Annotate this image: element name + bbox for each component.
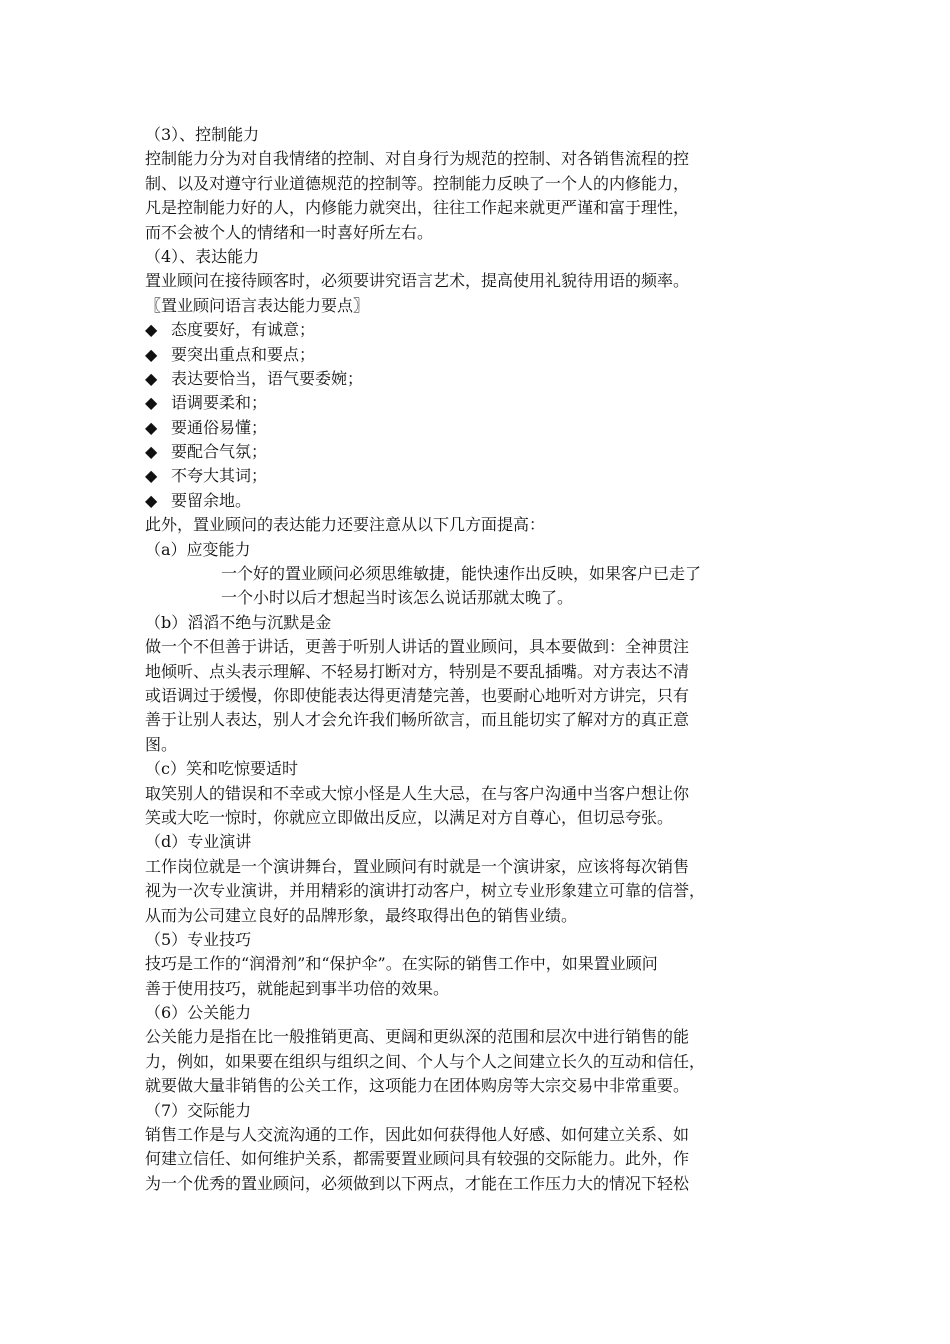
diamond-bullet-icon: ◆ bbox=[145, 490, 158, 510]
paragraph-line: 凡是控制能力好的人，内修能力就突出，往往工作起来就更严谨和富于理性， bbox=[145, 198, 690, 218]
paragraph-line: 为一个优秀的置业顾问，必须做到以下两点，才能在工作压力大的情况下轻松 bbox=[145, 1173, 690, 1193]
paragraph-line: 而不会被个人的情绪和一时喜好所左右。 bbox=[145, 222, 434, 242]
diamond-bullet-icon: ◆ bbox=[145, 417, 158, 437]
bullet-text: 表达要恰当，语气要委婉； bbox=[171, 368, 364, 388]
subsection-heading-b: （b）滔滔不绝与沉默是金 bbox=[145, 612, 332, 632]
bullet-item bbox=[145, 416, 815, 440]
bullet-text: 要配合气氛； bbox=[171, 442, 268, 462]
bullet-item bbox=[145, 343, 815, 367]
paragraph-line: 公关能力是指在比一般推销更高、更阔和更纵深的范围和层次中进行销售的能 bbox=[145, 1027, 690, 1047]
bullet-text: 语调要柔和； bbox=[171, 393, 268, 413]
paragraph-line: 置业顾问在接待顾客时，必须要讲究语言艺术，提高使用礼貌待用语的频率。 bbox=[145, 271, 690, 291]
section-heading-6: （6）公关能力 bbox=[145, 1003, 252, 1023]
bullet-item bbox=[145, 391, 815, 415]
section-heading-7: （7）交际能力 bbox=[145, 1100, 252, 1120]
subtitle: 〖置业顾问语言表达能力要点〗 bbox=[145, 295, 370, 315]
bullet-item bbox=[145, 464, 815, 488]
indented-line: 一个小时以后才想起当时该怎么说话那就太晚了。 bbox=[221, 588, 574, 608]
paragraph-line: 或语调过于缓慢，你即使能表达得更清楚完善，也要耐心地听对方讲完，只有 bbox=[145, 686, 690, 706]
diamond-bullet-icon: ◆ bbox=[145, 368, 158, 388]
paragraph-line: 取笑别人的错误和不幸或大惊小怪是人生大忌，在与客户沟通中当客户想让你 bbox=[145, 783, 690, 803]
paragraph-line: 做一个不但善于讲话，更善于听别人讲话的置业顾问，具本要做到：全神贯注 bbox=[145, 637, 690, 657]
diamond-bullet-icon: ◆ bbox=[145, 344, 158, 364]
bullet-text: 要突出重点和要点； bbox=[171, 344, 316, 364]
bullet-text: 态度要好，有诚意； bbox=[171, 320, 316, 340]
bullet-item bbox=[145, 440, 815, 464]
bullet-item bbox=[145, 489, 815, 513]
bullet-text: 不夸大其词； bbox=[171, 466, 268, 486]
diamond-bullet-icon: ◆ bbox=[145, 442, 158, 462]
document-page bbox=[145, 123, 815, 1196]
bullet-text: 要通俗易懂； bbox=[171, 417, 268, 437]
bullet-item bbox=[145, 367, 815, 391]
paragraph-line: 善于使用技巧，就能起到事半功倍的效果。 bbox=[145, 978, 450, 998]
paragraph-line: 图。 bbox=[145, 734, 178, 754]
subsection-heading-a: （a）应变能力 bbox=[145, 539, 251, 559]
paragraph-line: 善于让别人表达，别人才会允许我们畅所欲言，而且能切实了解对方的真正意 bbox=[145, 710, 690, 730]
paragraph-line: 技巧是工作的“润滑剂”和“保护伞”。在实际的销售工作中，如果置业顾问 bbox=[145, 954, 658, 974]
diamond-bullet-icon: ◆ bbox=[145, 320, 158, 340]
diamond-bullet-icon: ◆ bbox=[145, 393, 158, 413]
paragraph-line: 视为一次专业演讲，并用精彩的演讲打动客户，树立专业形象建立可靠的信誉， bbox=[145, 881, 706, 901]
paragraph-line: 控制能力分为对自我情绪的控制、对自身行为规范的控制、对各销售流程的控 bbox=[145, 149, 690, 169]
bullet-text: 要留余地。 bbox=[171, 490, 252, 510]
bullet-item bbox=[145, 318, 815, 342]
section-heading-4: （4）、表达能力 bbox=[145, 246, 260, 266]
section-heading-3: （3）、控制能力 bbox=[145, 125, 260, 144]
subsection-heading-c: （c）笑和吃惊要适时 bbox=[145, 759, 298, 779]
paragraph-line: 就要做大量非销售的公关工作，这项能力在团体购房等大宗交易中非常重要。 bbox=[145, 1076, 690, 1096]
paragraph-line: 从而为公司建立良好的品牌形象，最终取得出色的销售业绩。 bbox=[145, 905, 578, 925]
paragraph-line: 销售工作是与人交流沟通的工作，因此如何获得他人好感、如何建立关系、如 bbox=[145, 1125, 690, 1145]
paragraph-line: 力，例如，如果要在组织与组织之间、个人与个人之间建立长久的互动和信任， bbox=[145, 1051, 706, 1071]
paragraph-line: 工作岗位就是一个演讲舞台，置业顾问有时就是一个演讲家，应该将每次销售 bbox=[145, 856, 690, 876]
subsection-heading-d: （d）专业演讲 bbox=[145, 832, 252, 852]
paragraph-line: 笑或大吃一惊时，你就应立即做出反应，以满足对方自尊心，但切忌夸张。 bbox=[145, 807, 674, 827]
indented-line: 一个好的置业顾问必须思维敏捷，能快速作出反映，如果客户已走了 bbox=[221, 564, 702, 584]
paragraph-line: 何建立信任、如何维护关系，都需要置业顾问具有较强的交际能力。此外，作 bbox=[145, 1149, 690, 1169]
paragraph-line: 地倾听、点头表示理解、不轻易打断对方，特别是不要乱插嘴。对方表达不清 bbox=[145, 661, 690, 681]
paragraph-line: 制、以及对遵守行业道德规范的控制等。控制能力反映了一个人的内修能力， bbox=[145, 173, 690, 193]
paragraph-line: 此外，置业顾问的表达能力还要注意从以下几方面提高： bbox=[145, 515, 546, 535]
diamond-bullet-icon: ◆ bbox=[145, 466, 158, 486]
section-heading-5: （5）专业技巧 bbox=[145, 929, 252, 949]
